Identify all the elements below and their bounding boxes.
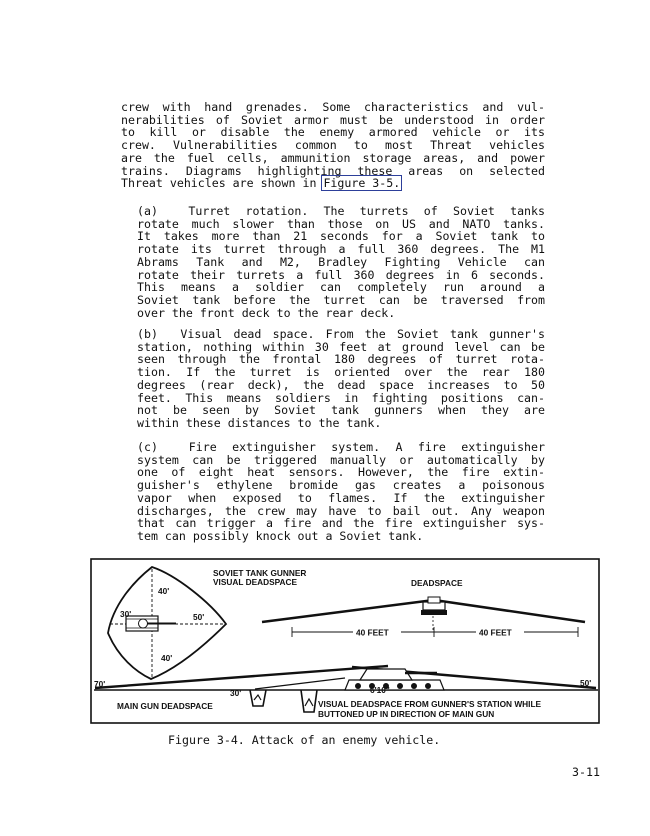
dimension-label-top: 40' xyxy=(158,586,170,596)
text-line: It takes more than 21 seconds for a Soviet tank to xyxy=(137,229,545,244)
tank-top-icon xyxy=(126,616,176,631)
deadspace-side-diagram xyxy=(262,578,585,638)
text-line: crew. Vulnerabilities common to most Threat vehicles xyxy=(121,138,545,153)
range-label-30: 30' xyxy=(230,688,242,698)
visual-deadspace-label-line1: VISUAL DEADSPACE FROM GUNNER'S STATION WHILE xyxy=(318,699,542,709)
sight-line-right xyxy=(434,600,585,622)
text-line: vapor when exposed to flames. If the extinguisher xyxy=(137,490,545,505)
figure-caption: Figure 3-4. Attack of an enemy vehicle. xyxy=(168,733,441,747)
main-gun-deadspace-label: MAIN GUN DEADSPACE xyxy=(117,701,213,711)
paragraph-marker: (c) xyxy=(137,440,158,454)
dimension-label-left: 30' xyxy=(120,609,132,619)
text-line: rotate its turret through a full 360 degrees. The M1 xyxy=(137,242,545,257)
fighting-position-left xyxy=(250,690,266,706)
text-line: Soviet tank before the turret can be traversed from xyxy=(137,292,545,307)
text-line: tion. If the turret is oriented over the rear 180 xyxy=(137,365,545,380)
figure-title-line1: SOVIET TANK GUNNER xyxy=(213,568,307,578)
text-line: nerabilities of Soviet armor must be understood in order xyxy=(121,112,545,127)
paragraph-marker: (a) xyxy=(137,204,158,218)
dimension-label-right: 50' xyxy=(193,612,205,622)
text-line-start: Visual dead space. From the Soviet tank gunner's xyxy=(180,327,545,341)
text-line-start: Turret rotation. The turrets of Soviet tanks xyxy=(188,204,545,218)
deadspace-top-diagram xyxy=(108,567,306,679)
dimension-label-bottom: 40' xyxy=(161,653,173,663)
text-line: to kill or disable the enemy armored vehicle or its xyxy=(121,125,545,140)
page-number: 3-11 xyxy=(572,765,600,779)
text-line: over the front deck to the rear deck. xyxy=(137,305,396,320)
tank-side-icon xyxy=(345,669,444,690)
distance-label-left: 40 FEET xyxy=(356,627,389,638)
soldier-icon xyxy=(254,695,261,700)
distance-label-right: 40 FEET xyxy=(479,627,512,638)
range-label-70: 70' xyxy=(94,679,106,689)
text-line: rotate their turrets a full 360 degrees in 6 seconds. xyxy=(137,267,545,282)
main-gun-side-diagram xyxy=(94,666,598,719)
height-label: 6'10" xyxy=(370,685,390,695)
deadspace-heading: DEADSPACE xyxy=(411,578,463,588)
text-line: that can trigger a fire and the fire extinguisher sys- xyxy=(137,516,545,531)
text-line: trains. Diagrams highlighting these areas on selected xyxy=(121,163,545,178)
figure-title-line2: VISUAL DEADSPACE xyxy=(213,577,298,587)
text-line: rotate much slower than those on US and NATO tanks. xyxy=(137,216,545,231)
text-line: within these distances to the tank. xyxy=(137,415,382,430)
visual-sight-line xyxy=(255,678,345,689)
text-line: seen through the frontal 180 degrees of turret rota- xyxy=(137,352,545,367)
tank-front-icon xyxy=(421,597,447,615)
gun-sight-line-left xyxy=(95,666,388,688)
text-line-start: Fire extinguisher system. A fire extinguisher xyxy=(188,440,545,454)
text-line: crew with hand grenades. Some characteristics and vul- xyxy=(121,100,545,114)
range-label-50: 50' xyxy=(580,678,592,688)
text-line: are the fuel cells, ammunition storage areas, and power xyxy=(121,150,545,165)
text-line: tem can possibly knock out a Soviet tank. xyxy=(137,528,424,543)
text-line: degrees (rear deck), the dead space increases to 50 xyxy=(137,377,545,392)
text-line: one of eight heat sensors. However, the fire extin- xyxy=(137,465,545,480)
text-line: Abrams Tank and M2, Bradley Fighting Vehicle can xyxy=(137,254,545,269)
text-line: discharges, the crew may have to bail out. Any weapon xyxy=(137,503,545,518)
text-line: station, nothing within 30 feet at ground level can be xyxy=(137,339,545,354)
fighting-position-center xyxy=(301,690,317,712)
text-line: not be seen by Soviet tank gunners when they are xyxy=(137,403,545,418)
figure-reference-link[interactable]: Figure 3-5. xyxy=(323,176,401,191)
sight-line-left xyxy=(262,600,434,622)
text-line-start: Threat vehicles are shown in xyxy=(121,176,317,191)
soldier-icon xyxy=(305,699,313,706)
text-line: system can be triggered manually or automatically by xyxy=(137,452,545,467)
text-line: This means a soldier can completely run around a xyxy=(137,280,545,295)
text-line: guisher's ethylene bromide gas creates a poisonous xyxy=(137,478,545,493)
paragraph-marker: (b) xyxy=(137,327,158,341)
text-line: feet. This means soldiers in fighting positions can- xyxy=(137,390,545,405)
visual-deadspace-label-line2: BUTTONED UP IN DIRECTION OF MAIN GUN xyxy=(318,709,495,719)
